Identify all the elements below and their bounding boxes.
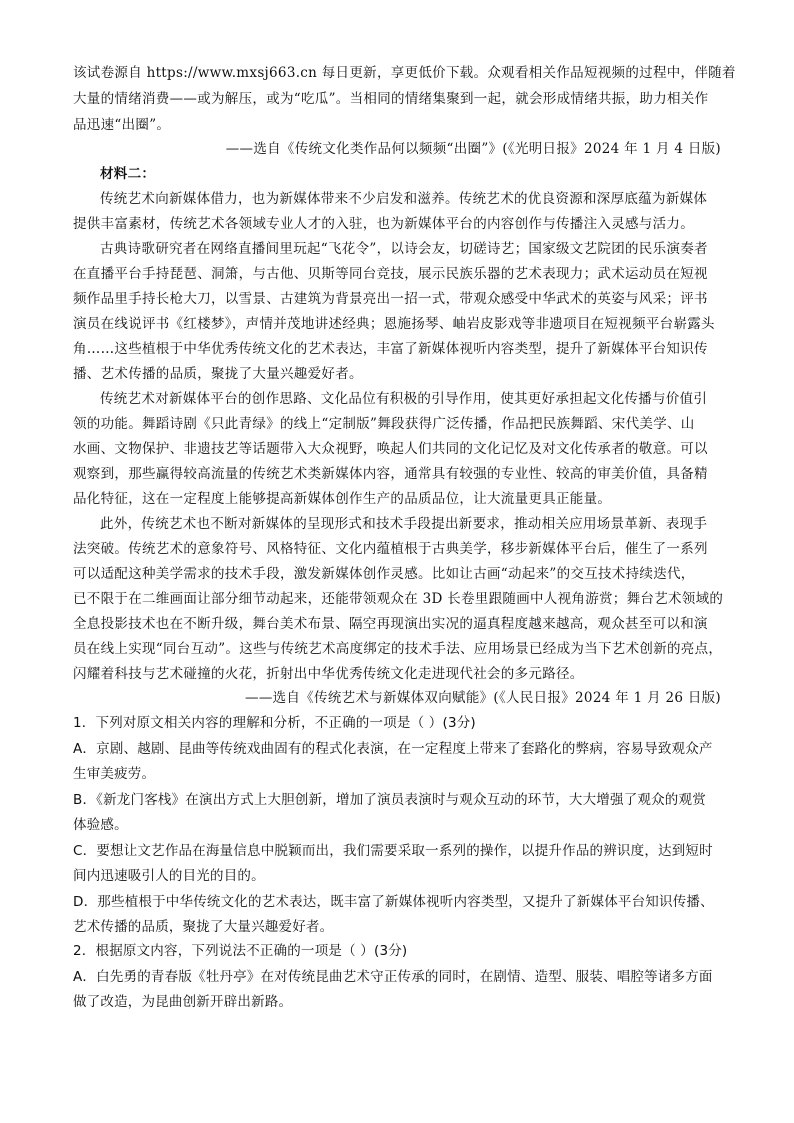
option-line: B．《新龙门客栈》在演出方式上大胆创新，增加了演员表演时与观众互动的环节，大大增强了观众的观赏 [73,792,706,808]
paragraph-line: 员在线上实现“同台互动”。这些与传统艺术高度绑定的技术手法、应用场景已经成为当下艺术创新的亮点， [73,641,723,657]
option-line: A．白先勇的青春版《牡丹亭》在对传统昆曲艺术守正传承的同时，在剧情、造型、服装、唱腔等诸多方面 [73,969,713,985]
material2-heading: 材料二： [100,166,156,182]
paragraph-line: 传统艺术对新媒体平台的创作思路、文化品位有积极的引导作用，使其更好承担起文化传播与价值引 [100,391,708,407]
paragraph-line: 播、艺术传播的品质，聚拢了大量兴趣爱好者。 [73,366,363,382]
paragraph-line: 提供丰富素材，传统艺术各领域专业人才的入驻，也为新媒体平台的内容创作与传播注入灵感与活力。 [73,216,694,232]
option-line: 艺术传播的品质，聚拢了大量兴趣爱好者。 [73,919,334,935]
paragraph-line: 在直播平台手持琵琶、洞箫，与古他、贝斯等同台竞技，展示民族乐器的艺术表现力；武术运动员在短视 [73,266,708,282]
paragraph-line: 演员在线说评书《红楼梦》，声情并茂地讲述经典；恩施扬琴、岫岩皮影戏等非遗项目在短视频平台崭露头 [73,316,715,332]
citation-2: ——选自《传统艺术与新媒体双向赋能》(《人民日报》2024 年 1 月 26 日版) [245,690,721,706]
paragraph-line: 此外，传统艺术也不断对新媒体的呈现形式和技术手段提出新要求，推动相关应用场景革新、表现手 [100,516,708,532]
material1-line: 该试卷源自 https://www.mxsj663.cn 每日更新，享更低价下载。众观看相关作品短视频的过程中，伴随着 [73,65,736,81]
paragraph-line: 频作品里手持长枪大刀，以雪景、古建筑为背景亮出一招一式，带观众感受中华武术的英姿与风采；评书 [73,291,708,307]
question-stem: 1．下列对原文相关内容的理解和分析，不正确的一项是（ ）(3分) [73,715,476,731]
question-stem: 2．根据原文内容，下列说法不正确的一项是（ ）(3分) [73,943,408,959]
paragraph-line: 法突破。传统艺术的意象符号、风格特征、文化内蕴植根于古典美学，移步新媒体平台后，催生了一系列 [73,541,708,557]
paragraph-line: 观察到，那些赢得较高流量的传统艺术类新媒体内容，通常具有较强的专业性、较高的审美价值，具备精 [73,466,708,482]
paragraph-line: 已不限于在二维画面让部分细节动起来，还能带领观众在 3D 长卷里跟随画中人视角游赏；舞台艺术领域的 [73,591,724,607]
option-line: D．那些植根于中华传统文化的艺术表达，既丰富了新媒体视听内容类型，又提升了新媒体平台知识传播、 [73,894,714,910]
material1-line: 大量的情绪消费——或为解压，或为“吃瓜”。当相同的情绪集聚到一起，就会形成情绪共振，助力相关作 [73,91,709,107]
option-line: 间内迅速吸引人的目光的目的。 [73,868,265,884]
paragraph-line: 角……这些植根于中华优秀传统文化的艺术表达，丰富了新媒体视听内容类型，提升了新媒体平台知识传 [73,341,708,357]
paragraph-line: 品化特征，这在一定程度上能够提高新媒体创作生产的品质品位，让大流量更具正能量。 [73,491,612,507]
paragraph-line: 古典诗歌研究者在网络直播间里玩起“飞花令”，以诗会友，切磋诗艺；国家级文艺院团的民乐演奏者 [100,241,708,257]
option-line: A．京剧、越剧、昆曲等传统戏曲固有的程式化表演，在一定程度上带来了套路化的弊病，容易导致观众产 [73,741,713,757]
paragraph-line: 领的功能。舞蹈诗剧《只此青绿》的线上“定制版”舞段获得广泛传播，作品把民族舞蹈、宋代美学、山 [73,416,695,432]
paragraph-line: 闪耀着科技与艺术碰撞的火花，折射出中华优秀传统文化走进现代社会的多元路径。 [73,666,584,682]
material1-line: 品迅速“出圈”。 [73,117,171,133]
option-line: 做了改造，为昆曲创新开辟出新路。 [73,994,293,1010]
option-line: C．要想让文艺作品在海量信息中脱颖而出，我们需要采取一系列的操作，以提升作品的辨识度，达到短时 [73,843,713,859]
option-line: 体验感。 [73,817,128,833]
paragraph-line: 可以适配这种美学需求的技术手段，激发新媒体创作灵感。比如让古画“动起来”的交互技术持续迭代， [73,566,695,582]
citation-1: ——选自《传统文化类作品何以频频“出圈”》(《光明日报》2024 年 1 月 4 日版) [225,141,721,157]
paragraph-line: 传统艺术向新媒体借力，也为新媒体带来不少启发和滋养。传统艺术的优良资源和深厚底蕴为新媒体 [100,191,708,207]
paragraph-line: 水画、文物保护、非遗技艺等话题带入大众视野，唤起人们共同的文化记忆及对文化传承者的敬意。可以 [73,441,708,457]
paragraph-line: 全息投影技术也在不断升级，舞台美术布景、隔空再现演出实况的逼真程度越来越高，观众甚至可以和演 [73,616,708,632]
option-line: 生审美疲劳。 [73,766,156,782]
